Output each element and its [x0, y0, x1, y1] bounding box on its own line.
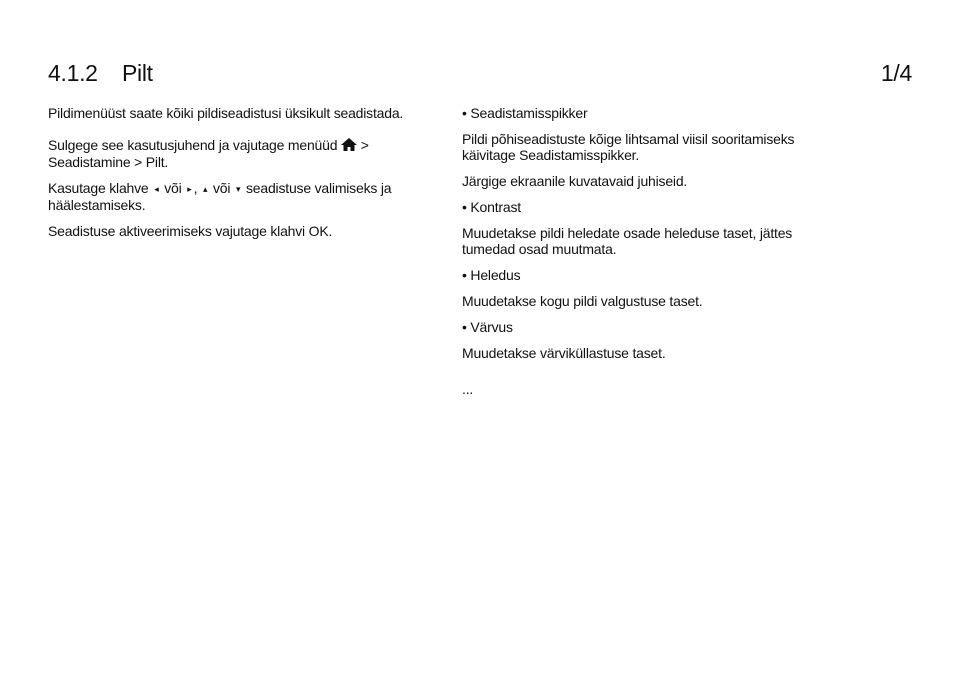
- setting-heading-brightness: • Heledus: [462, 267, 842, 283]
- setting-heading-setup-assistant: • Seadistamisspikker: [462, 105, 842, 121]
- page-indicator: 1/4: [880, 60, 912, 86]
- up-arrow-icon: ▴: [202, 184, 208, 195]
- activate-paragraph: Seadistuse aktiveerimiseks vajutage klahvi OK.: [48, 223, 333, 240]
- setting-heading-contrast: • Kontrast: [462, 199, 842, 215]
- right-arrow-icon: ▸: [187, 184, 192, 195]
- navigation-paragraph: Kasutage klahve ◂ või ▸ , ▴ või ▾ seadistuse valimiseks ja häälestamiseks.: [48, 180, 392, 214]
- page-header: [48, 60, 912, 87]
- section-heading: [48, 60, 153, 87]
- left-arrow-icon: ◂: [154, 184, 159, 195]
- section-number: 4.1.2: [48, 60, 98, 86]
- section-title: Pilt: [122, 60, 153, 86]
- setting-description: Pildi põhiseadistuste kõige lihtsamal viisil sooritamiseks käivitage Seadistamisspikker.: [462, 131, 795, 163]
- left-column: [48, 105, 433, 249]
- down-arrow-icon: ▾: [235, 184, 241, 195]
- close-manual-paragraph: Sulgege see kasutusjuhend ja vajutage menüüd > Seadistamine > Pilt.: [48, 137, 369, 171]
- setting-description: Muudetakse pildi heledate osade heleduse taset, jättes tumedad osad muutmata.: [462, 225, 793, 257]
- setting-description: Järgige ekraanile kuvatavaid juhiseid.: [462, 173, 688, 189]
- setting-heading-color: • Värvus: [462, 319, 842, 335]
- home-icon: [341, 138, 357, 154]
- setting-description: Muudetakse kogu pildi valgustuse taset.: [462, 293, 703, 309]
- right-column: [462, 105, 842, 407]
- continuation-marker: ...: [462, 381, 474, 397]
- setting-description: Muudetakse värviküllastuse taset.: [462, 345, 666, 361]
- intro-paragraph: Pildimenüüst saate kõiki pildiseadistusi üksikult seadistada.: [48, 105, 404, 121]
